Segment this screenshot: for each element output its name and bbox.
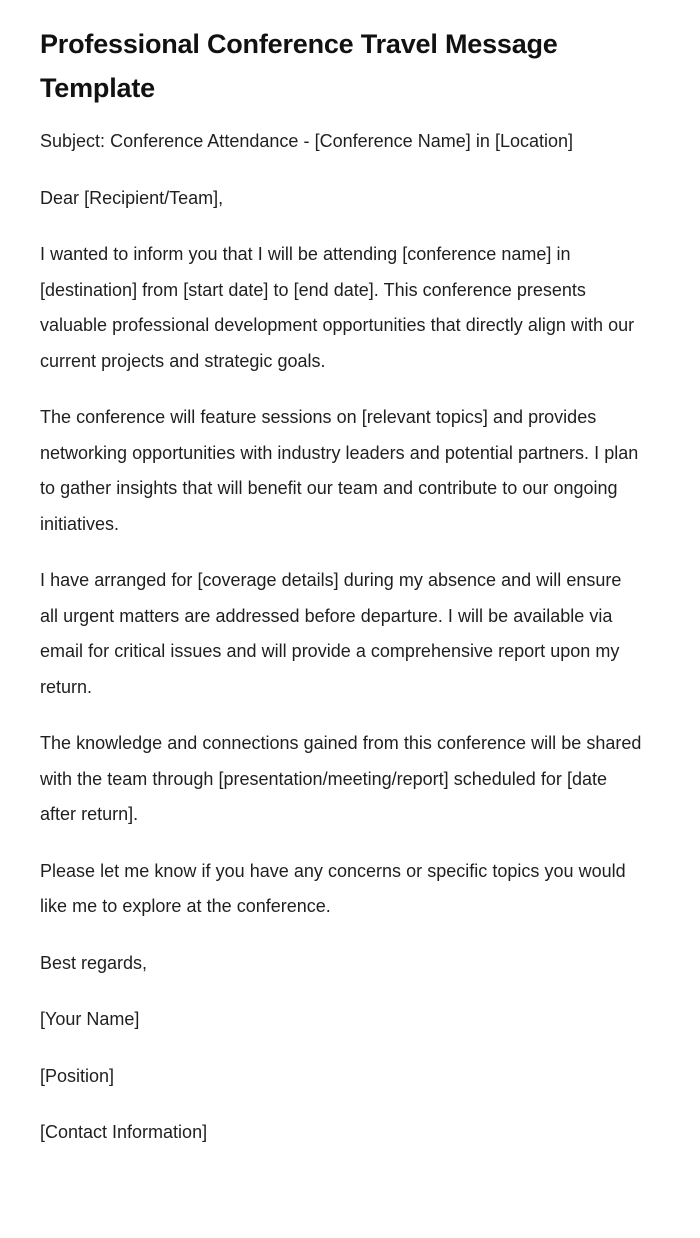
closing-line: Best regards,	[40, 952, 148, 973]
body-paragraph-1: I wanted to inform you that I will be attending [conference name] in [destination] from [start date] to [end date]. This conference presents valuable professional development opportunities that directly align with our current projects and strategic goals.	[40, 244, 635, 371]
message-body	[40, 124, 642, 1151]
signature-position: [Position]	[40, 1065, 115, 1086]
salutation: Dear [Recipient/Team],	[40, 187, 224, 208]
body-paragraph-2: The conference will feature sessions on [relevant topics] and provides networking opportunities with industry leaders and potential partners. I plan to gather insights that will benefit our team and contribute to our ongoing initiatives.	[40, 407, 639, 534]
signature-contact: [Contact Information]	[40, 1122, 208, 1142]
body-paragraph-5: Please let me know if you have any concerns or specific topics you would like me to explore at the conference.	[40, 860, 626, 916]
subject-line: Subject: Conference Attendance - [Conference Name] in [Location]	[40, 131, 574, 151]
signature-name: [Your Name]	[40, 1009, 140, 1029]
body-paragraph-4: The knowledge and connections gained from this conference will be shared with the team through [presentation/meeting/report] scheduled for [date after return].	[40, 733, 642, 824]
body-paragraph-3: I have arranged for [coverage details] during my absence and will ensure all urgent matters are addressed before departure. I will be available via email for critical issues and will provide a comprehensive report upon my return.	[40, 570, 622, 697]
page-title: Professional Conference Travel Message Template	[40, 29, 558, 103]
